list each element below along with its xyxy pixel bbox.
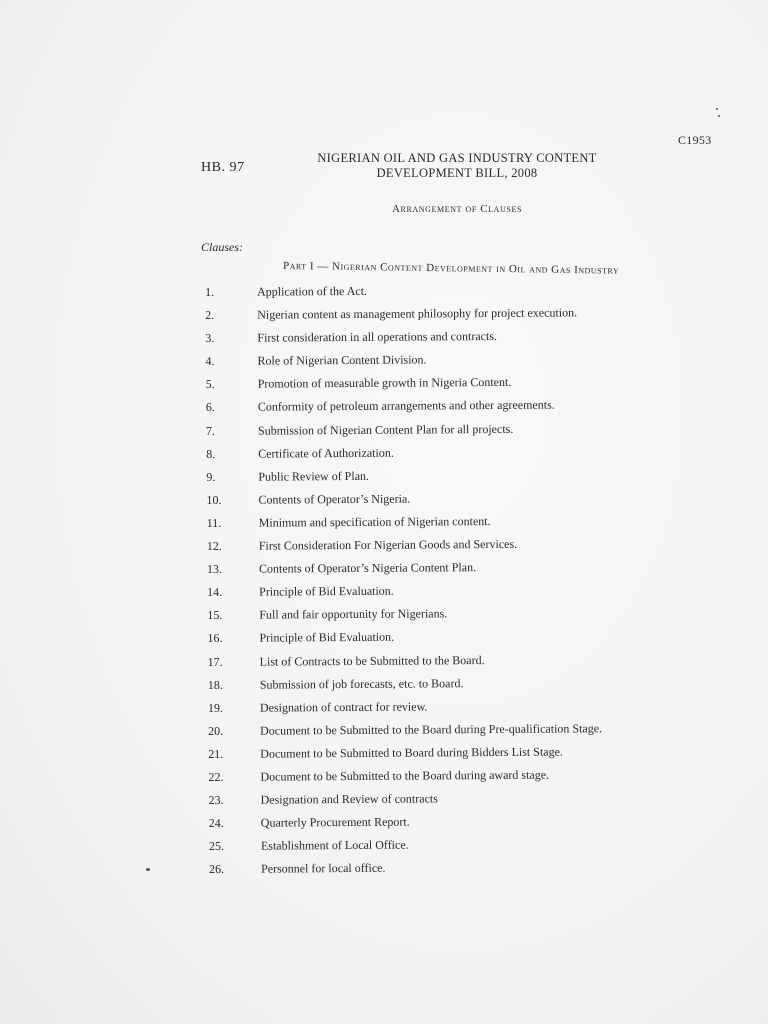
clause-title: Submission of job forecasts, etc. to Board. [259, 675, 464, 692]
clause-title: Conformity of petroleum arrangements and other agreements. [257, 398, 555, 415]
clause-title: Document to be Submitted to Board during Bidders List Stage. [260, 744, 563, 761]
clause-title: Personnel for local office. [261, 861, 386, 876]
bill-title [300, 151, 614, 181]
clause-number: 17. [207, 654, 223, 669]
page-code: C1953 [678, 133, 712, 147]
clause-row [206, 490, 676, 516]
clause-row [209, 790, 679, 816]
clause-title: Principle of Bid Evaluation. [259, 630, 395, 646]
clause-row [208, 651, 678, 677]
clause-row [206, 374, 676, 400]
clause-number: 14. [207, 585, 223, 600]
clause-title: Application of the Act. [256, 283, 368, 299]
clause-number: 13. [206, 562, 223, 577]
clause-number: 25. [208, 839, 224, 854]
clause-number: 21. [208, 746, 224, 761]
part-heading: Part I — Nigerian Content Development in Oil and Gas Industry [282, 260, 620, 277]
clause-row [208, 674, 678, 700]
clause-title: Contents of Operator’s Nigeria. [258, 491, 411, 507]
bill-title-line-2: DEVELOPMENT BILL, 2008 [376, 166, 538, 180]
clause-number: 7. [205, 423, 216, 438]
clause-number: 12. [206, 538, 222, 554]
clause-row [207, 559, 677, 585]
clause-title: Promotion of measurable growth in Nigeria Content. [257, 375, 512, 392]
clause-row [208, 744, 678, 770]
clause-number: 2. [205, 308, 215, 323]
clause-number: 24. [208, 816, 224, 831]
clause-number: 1. [205, 284, 215, 299]
clause-row [207, 582, 677, 608]
clause-row [207, 605, 677, 631]
clause-row [206, 466, 676, 492]
clause-number: 23. [208, 792, 224, 808]
clause-title: Minimum and specification of Nigerian content. [258, 513, 491, 530]
clause-number: 11. [206, 515, 222, 530]
clause-title: Full and fair opportunity for Nigerians. [259, 606, 448, 622]
clause-title: Nigerian content as management philosophy for project execution. [257, 305, 578, 322]
clause-title: Public Review of Plan. [258, 468, 370, 484]
clause-number: 20. [208, 723, 224, 738]
clause-title: List of Contracts to be Submitted to the Board. [259, 652, 485, 669]
clause-row [208, 767, 678, 793]
clause-title: Establishment of Local Office. [260, 837, 409, 853]
clause-row [205, 328, 675, 354]
clause-number: 8. [206, 446, 216, 461]
clause-title: Submission of Nigerian Content Plan for all projects. [257, 421, 514, 438]
clause-title: Document to be Submitted to the Board during Pre-qualification Stage. [260, 721, 603, 738]
clause-row [208, 697, 678, 723]
clause-title: First consideration in all operations and contracts. [257, 329, 498, 345]
clause-number: 5. [205, 377, 215, 392]
clause-row [209, 836, 679, 862]
clause-row [209, 813, 679, 839]
clause-number: 18. [207, 677, 223, 692]
clause-row [207, 536, 677, 562]
clause-title: Document to be Submitted to the Board during award stage. [260, 767, 550, 784]
clause-list [205, 282, 679, 886]
clause-row [207, 513, 677, 539]
scan-speck [146, 868, 150, 871]
clause-number: 6. [205, 400, 215, 415]
clause-title: Role of Nigerian Content Division. [257, 352, 427, 368]
clause-row [205, 351, 675, 377]
clause-title: Quarterly Procurement Report. [260, 814, 410, 830]
clause-row [205, 282, 675, 308]
clause-title: Principle of Bid Evaluation. [259, 583, 394, 599]
bill-title-line-1: NIGERIAN OIL AND GAS INDUSTRY CONTENT [317, 151, 597, 165]
clause-title: Designation of contract for review. [259, 699, 428, 715]
clause-row [209, 859, 679, 885]
arrangement-heading: Arrangement of Clauses [392, 203, 522, 215]
clause-row [208, 720, 678, 746]
clause-row [206, 397, 676, 423]
clauses-label: Clauses: [201, 240, 243, 254]
clause-number: 9. [206, 469, 216, 484]
clause-row [207, 628, 677, 654]
scan-speck [716, 108, 718, 110]
clause-title: Certificate of Authorization. [258, 445, 394, 461]
clause-number: 10. [206, 492, 222, 507]
clause-number: 22. [208, 769, 224, 784]
clause-row [206, 443, 676, 469]
clause-number: 16. [207, 631, 223, 646]
bill-number: HB. 97 [201, 160, 245, 175]
clause-number: 4. [205, 354, 215, 369]
scan-speck [718, 115, 720, 117]
clause-number: 3. [205, 331, 215, 346]
clause-number: 19. [207, 700, 223, 715]
clause-title: Designation and Review of contracts [260, 791, 438, 807]
clause-row [206, 420, 676, 446]
clause-number: 15. [207, 608, 223, 623]
clause-title: Contents of Operator’s Nigeria Content Plan. [258, 560, 477, 576]
clause-number: 26. [209, 862, 225, 877]
clause-title: First Consideration For Nigerian Goods and Services. [258, 536, 518, 553]
clause-row [205, 305, 675, 331]
